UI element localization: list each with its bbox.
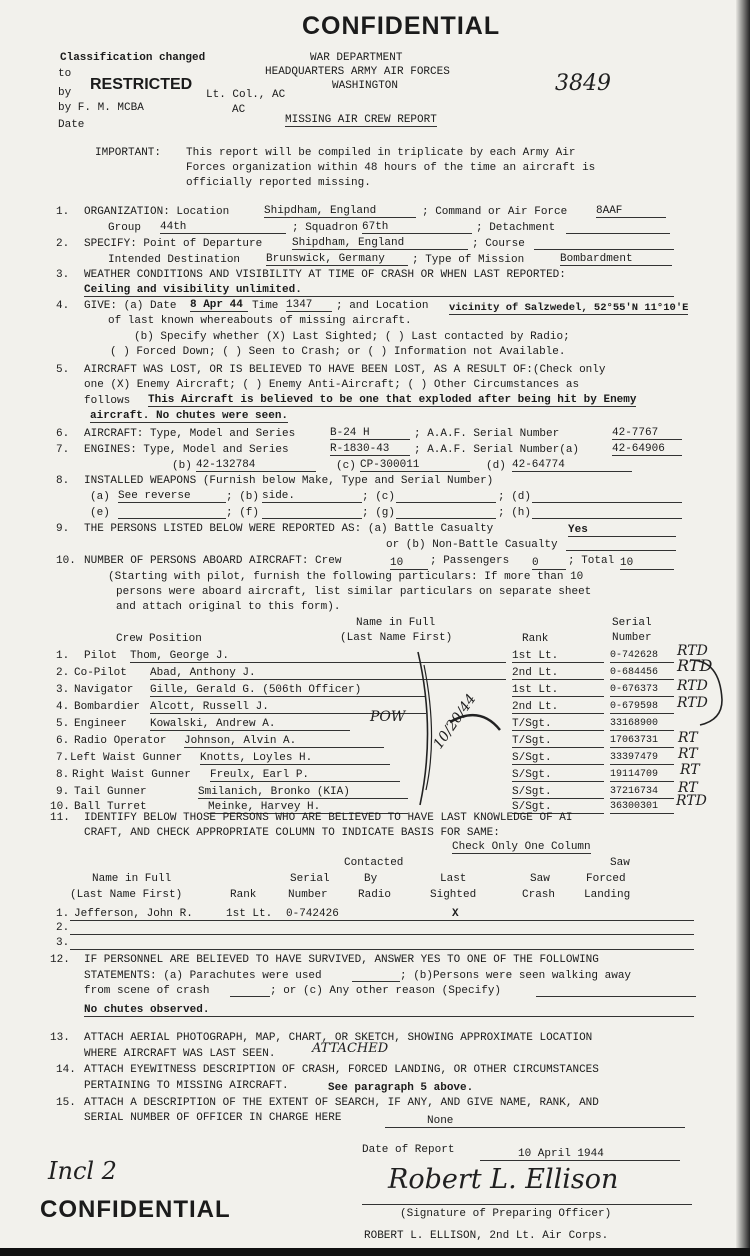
aircraft-type-label: AIRCRAFT: Type, Model and Series [84,428,296,440]
date-of-report-value: 10 April 1944 [480,1148,680,1161]
weapon-g-label: ; (g) [362,507,396,519]
detachment-label: ; Detachment [476,222,556,234]
crew-name: Alcott, Russell J. [150,701,426,714]
name-header-1: Name in Full [92,873,172,885]
weapon-a-label: (a) [90,491,110,503]
item-13-number: 13. [50,1032,70,1044]
officer-name: ROBERT L. ELLISON, 2nd Lt. Air Corps. [364,1230,609,1242]
engine-c-label: (c) [336,460,356,472]
crew-rank: S/Sgt. [512,769,604,782]
witness-row-line [70,949,694,950]
saw-header-1: Saw [530,873,550,885]
crew-rank: 2nd Lt. [512,701,604,714]
command-label: ; Command or Air Force [422,206,568,218]
item-14-line-2: PERTAINING TO MISSING AIRCRAFT. [84,1080,289,1092]
passengers-label: ; Passengers [430,555,510,567]
important-line-1: This report will be compiled in triplicate by each Army Air [186,147,576,159]
classification-to: to [58,68,72,80]
item-11-line-2: CRAFT, AND CHECK APPROPRIATE COLUMN TO INDICATE BASIS FOR SAME: [84,827,500,839]
persons-aboard-label: NUMBER OF PERSONS ABOARD AIRCRAFT: Crew [84,555,342,567]
restricted-stamp: RESTRICTED [90,76,193,93]
organization-label: ORGANIZATION: Location [84,206,230,218]
command-value: 8AAF [596,205,666,218]
crew-row-number: 3. [56,684,70,696]
crew-position: Left Waist Gunner [70,752,183,764]
crew-rank: S/Sgt. [512,801,604,814]
item-12-line-2a: STATEMENTS: (a) Parachutes were used [84,970,322,982]
witness-row-number: 3. [56,937,70,949]
crew-position: Ball Turret [74,801,147,813]
item-4-number: 4. [56,300,70,312]
report-title: MISSING AIR CREW REPORT [285,114,437,126]
squadron-label: ; Squadron [292,222,359,234]
engine-type-value: R-1830-43 [330,443,410,456]
crew-rank: S/Sgt. [512,786,604,799]
crew-rank: T/Sgt. [512,735,604,748]
engine-serial-a: 42-64906 [612,443,682,456]
rank-header: Rank [230,889,257,901]
weather-value: Ceiling and visibility unlimited. [84,284,674,297]
crew-row-number: 8. [56,769,70,781]
crew-name: Abad, Anthony J. [150,667,506,680]
crew-position: Tail Gunner [74,786,147,798]
crew-serial: 33168900 [610,718,674,731]
item-13-line-1: ATTACH AERIAL PHOTOGRAPH, MAP, CHART, OR SKETCH, SHOWING APPROXIMATE LOCATION [84,1032,593,1044]
crew-row-number: 2. [56,667,70,679]
item-12-line-2b: ; (b)Persons were seen walking away [400,970,632,982]
classification-date-label: Date [58,119,85,131]
crew-name-header-1: Name in Full [356,617,436,629]
officer-signature: Robert L. Ellison [388,1164,619,1195]
crew-serial-header-1: Serial [612,617,652,629]
crew-position: Radio Operator [74,735,167,747]
crew-status-mark: RTD [677,695,708,711]
contacted-header-3: Radio [358,889,392,901]
crew-name: Johnson, Alvin A. [184,735,384,748]
non-battle-label: or (b) Non-Battle Casualty [386,539,558,551]
loss-date: 8 Apr 44 [190,299,248,312]
crew-rank: 1st Lt. [512,650,604,663]
crew-position: Pilot [84,650,118,662]
destination-label: Intended Destination [108,254,241,266]
item-10-line-3: persons were aboard aircraft, list similar particulars on separate sheet [116,586,592,598]
crew-status-mark: RTD [677,678,708,694]
mission-label: ; Type of Mission [412,254,525,266]
check-only-one-column: Check Only One Column [452,841,591,853]
crew-serial: 33397479 [610,752,674,765]
item-3-number: 3. [56,269,70,281]
weapon-h-label: ; (h) [498,507,532,519]
crew-serial: 19114709 [610,769,674,782]
crew-position: Engineer [74,718,127,730]
give-date-label: GIVE: (a) Date [84,300,177,312]
crew-status-mark: RTD [677,656,713,675]
crew-rank: 2nd Lt. [512,667,604,680]
parachutes-blank [352,981,400,982]
squadron-value: 67th [362,221,472,234]
passengers-count: 0 [532,557,566,570]
item-4-line-2: of last known whereabouts of missing aircraft. [108,315,412,327]
crew-status-mark: RTD [676,793,707,809]
hq-army-air-forces: HEADQUARTERS ARMY AIR FORCES [265,66,450,78]
important-label: IMPORTANT: [95,147,162,159]
item-5-line-2: one (X) Enemy Aircraft; ( ) Enemy Anti-Aircraft; ( ) Other Circumstances as [84,379,580,391]
item-12-line-3a: from scene of crash [84,985,210,997]
item-9-number: 9. [56,523,70,535]
witness-row-number: 1. [56,908,70,920]
crew-row-number: 10. [50,801,70,813]
engine-serial-d: 42-64774 [512,459,632,472]
item-14-line-1: ATTACH EYEWITNESS DESCRIPTION OF CRASH, FORCED LANDING, OR OTHER CIRCUMSTANCES [84,1064,599,1076]
signature-label: (Signature of Preparing Officer) [400,1208,612,1220]
other-reason-blank [536,996,696,997]
battle-casualty-value: Yes [568,524,676,537]
item-2-number: 2. [56,238,70,250]
contacted-header-1: Contacted [344,857,404,869]
crew-position: Right Waist Gunner [72,769,191,781]
signature-line [362,1204,692,1205]
engine-b-label: (b) [172,460,192,472]
weapon-c-label: ; (c) [362,491,396,503]
engines-label: ENGINES: Type, Model and Series [84,444,289,456]
group-label: Group [108,222,142,234]
crew-rank-header: Rank [522,633,549,645]
crew-serial: 37216734 [610,786,674,799]
crew-position: Bombardier [74,701,141,713]
item-5-line-1: AIRCRAFT WAS LOST, OR IS BELIEVED TO HAVE BEEN LOST, AS A RESULT OF:(Check only [84,364,606,376]
weapon-e-label: (e) [90,507,110,519]
weapons-label: INSTALLED WEAPONS (Furnish below Make, Type and Serial Number) [84,475,494,487]
engine-serial-c: CP-300011 [360,459,470,472]
weapon-b-label: ; (b) [226,491,260,503]
location-label: ; and Location [336,300,429,312]
witness-name: Jefferson, John R. [74,908,193,920]
by-line-1-rank: Lt. Col., AC [206,89,286,101]
by-line-1-prefix: by [58,87,72,99]
item-14-number: 14. [56,1064,76,1076]
weapon-d-label: ; (d) [498,491,532,503]
item-11-line-1: IDENTIFY BELOW THOSE PERSONS WHO ARE BELIEVED TO HAVE LAST KNOWLEDGE OF AI [84,812,573,824]
total-count: 10 [620,557,674,570]
crew-row-number: 5. [56,718,70,730]
crew-status-mark: RT [678,730,698,746]
witness-last-sighted: X [452,908,459,920]
war-department: WAR DEPARTMENT [310,52,403,64]
circumstances-line-1: This Aircraft is believed to be one that exploded after being hit by Enemy [148,394,637,406]
name-header-2: (Last Name First) [70,889,183,901]
aircraft-type-value: B-24 H [330,427,410,440]
course-label: ; Course [472,238,525,250]
eyewitness-answer: See paragraph 5 above. [328,1082,474,1094]
witness-row-number: 2. [56,922,70,934]
crew-rank: S/Sgt. [512,752,604,765]
item-15-number: 15. [56,1097,76,1109]
by-line-2-suffix: AC [232,104,246,116]
crew-status-mark: RTD [677,643,708,659]
confidential-bottom-stamp: CONFIDENTIAL [40,1196,231,1223]
crew-serial-header-2: Number [612,632,652,644]
serial-header-1: Serial [290,873,330,885]
time-label: Time [252,300,279,312]
crew-name: Freulx, Earl P. [210,769,400,782]
crew-row-number: 9. [56,786,70,798]
departure-value: Shipdham, England [292,237,468,250]
crew-rank: T/Sgt. [512,718,604,731]
circumstances-line-2: aircraft. No chutes were seen. [90,410,289,422]
pow-date-annotation: 10/20/44 [430,691,480,753]
washington: WASHINGTON [332,80,399,92]
crew-name: Knotts, Loyles H. [200,752,390,765]
follows-label: follows [84,395,131,407]
forced-header-2: Forced [586,873,626,885]
date-of-report-label: Date of Report [362,1144,455,1156]
serial-header-2: Number [288,889,328,901]
classification-changed: Classification changed [60,52,206,64]
casualty-label: THE PERSONS LISTED BELOW WERE REPORTED AS: (a) Battle Casualty [84,523,494,535]
aircraft-serial-value: 42-7767 [612,427,682,440]
group-value: 44th [160,221,286,234]
item-13-line-2: WHERE AIRCRAFT WAS LAST SEEN. [84,1048,276,1060]
crew-serial: 0-676373 [610,684,674,697]
last-header-2: Sighted [430,889,477,901]
item-12-line-1: IF PERSONNEL ARE BELIEVED TO HAVE SURVIVED, ANSWER YES TO ONE OF THE FOLLOWING [84,954,599,966]
engine-d-label: (d) [486,460,506,472]
crew-serial: 17063731 [610,735,674,748]
crew-name: Smilanich, Bronko (KIA) [198,786,408,799]
crew-row-number: 4. [56,701,70,713]
organization-location: Shipdham, England [264,205,416,218]
crew-serial: 0-742628 [610,650,674,663]
item-10-line-2: (Starting with pilot, furnish the following particulars: If more than 10 [108,571,584,583]
attached-stamp: ATTACHED [312,1041,389,1056]
specify-label: SPECIFY: Point of Departure [84,238,263,250]
walking-away-blank [230,996,270,997]
crew-row-number: 1. [56,650,70,662]
item-15-line-2: SERIAL NUMBER OF OFFICER IN CHARGE HERE [84,1112,342,1124]
important-line-3: officially reported missing. [186,177,371,189]
last-header-1: Last [440,873,467,885]
incl-2-note: Incl 2 [48,1157,117,1185]
report-number: 3849 [555,71,611,96]
survival-answer: No chutes observed. [84,1004,694,1017]
crew-position-header: Crew Position [116,633,202,645]
crew-name: Gille, Gerald G. (506th Officer) [150,684,426,697]
by-line-2-prefix: by F. M. MCBA [58,102,144,114]
mission-value: Bombardment [560,253,672,266]
forced-header-1: Saw [610,857,630,869]
aircraft-serial-label: ; A.A.F. Serial Number [414,428,560,440]
crew-serial: 0-684456 [610,667,674,680]
weapon-a-value: See reverse [118,490,226,503]
item-1-number: 1. [56,206,70,218]
crew-position: Navigator [74,684,134,696]
search-answer: None [385,1115,685,1128]
important-line-2: Forces organization within 48 hours of the time an aircraft is [186,162,596,174]
item-10-line-4: and attach original to this form). [116,601,341,613]
crew-rank: 1st Lt. [512,684,604,697]
crew-status-mark: RT [678,746,698,762]
rtd-bracket [690,660,722,725]
witness-serial: 0-742426 [286,908,339,920]
crew-row-number: 7. [56,752,70,764]
item-6-number: 6. [56,428,70,440]
crew-name: Thom, George J. [130,650,506,663]
item-10-number: 10. [56,555,76,567]
item-8-number: 8. [56,475,70,487]
witness-rank: 1st Lt. [226,908,273,920]
crew-name: Meinke, Harvey H. [208,801,408,814]
engine-serial-label: ; A.A.F. Serial Number(a) [414,444,580,456]
witness-row-line [70,934,694,935]
crew-name: Kowalski, Andrew A. [150,718,350,731]
pow-annotation: POW [370,709,406,725]
item-5-number: 5. [56,364,70,376]
item-4-line-4: ( ) Forced Down; ( ) Seen to Crash; or ( ) Information not Available. [110,346,566,358]
weapon-f-label: ; (f) [226,507,260,519]
crew-status-mark: RT [678,780,698,796]
item-7-number: 7. [56,444,70,456]
item-4-line-3: (b) Specify whether (X) Last Sighted; ( ) Last contacted by Radio; [134,331,570,343]
item-12-line-3b: ; or (c) Any other reason (Specify) [270,985,502,997]
crew-status-mark: RT [680,762,700,778]
crew-count: 10 [390,557,428,570]
crew-serial: 0-679598 [610,701,674,714]
crew-serial: 36300301 [610,801,674,814]
witness-row-line [70,920,694,921]
item-15-line-1: ATTACH A DESCRIPTION OF THE EXTENT OF SEARCH, IF ANY, AND GIVE NAME, RANK, AND [84,1097,599,1109]
crew-row-number: 6. [56,735,70,747]
contacted-header-2: By [364,873,378,885]
destination-value: Brunswick, Germany [266,253,408,266]
crew-position: Co-Pilot [74,667,127,679]
total-label: ; Total [568,555,615,567]
weapon-b-value: side. [262,490,362,503]
weather-label: WEATHER CONDITIONS AND VISIBILITY AT TIME OF CRASH OR WHEN LAST REPORTED: [84,269,566,281]
forced-header-3: Landing [584,889,631,901]
loss-location: vicinity of Salzwedel, 52°55'N 11°10'E [449,302,689,314]
item-11-number: 11. [50,812,70,824]
loss-time: 1347 [286,299,332,312]
item-12-number: 12. [50,954,70,966]
confidential-top-stamp: CONFIDENTIAL [302,12,501,40]
crew-name-header-2: (Last Name First) [340,632,453,644]
engine-serial-b: 42-132784 [196,459,316,472]
saw-header-2: Crash [522,889,556,901]
